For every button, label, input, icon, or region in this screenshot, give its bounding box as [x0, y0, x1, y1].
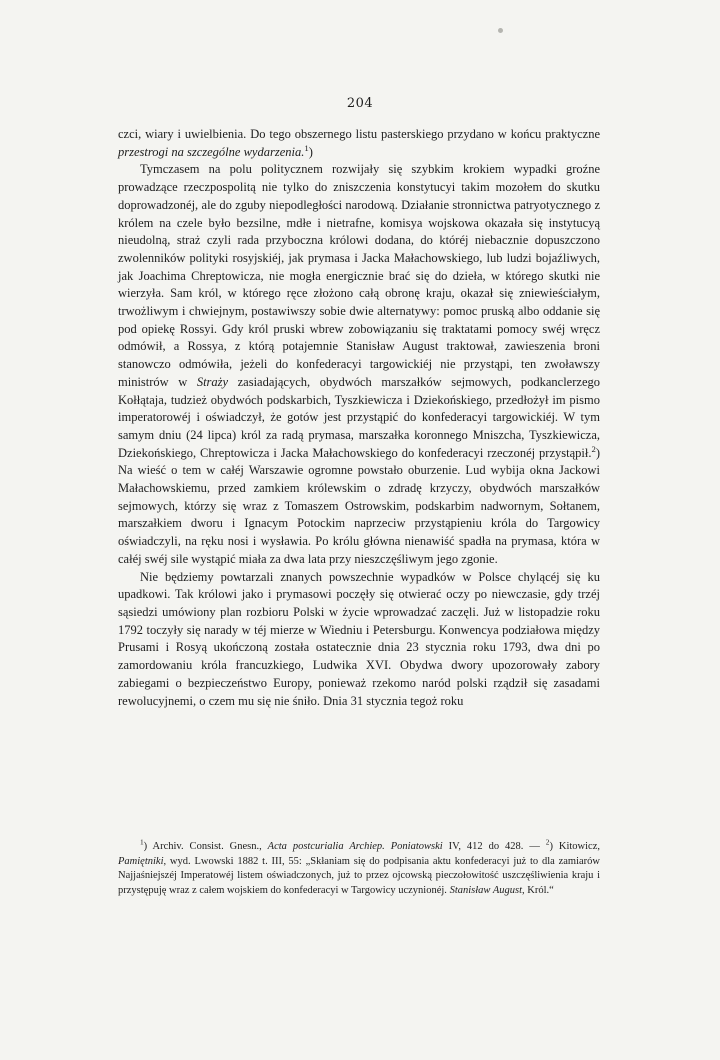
italic-text: Pamiętniki	[118, 855, 164, 867]
text-run: ) Archiv. Consist. Gnesn.,	[143, 841, 268, 852]
footnote-marker: 1	[304, 142, 309, 153]
paragraph	[118, 161, 600, 568]
italic-text: Acta postcurialia Archiep. Poniatowski	[267, 841, 443, 852]
text-run: )	[308, 144, 313, 159]
text-run: ) Kitowicz,	[549, 841, 600, 852]
text-run: zasiadających, obydwóch marszałków sejmowych, podkanclerzego Kołłątaja, tudzież obydwóch podskarbich, Tyszkiewicza i Dziekońskiego, przedłożył im pismo imperatorowéj i oświadczył, że gotów jest przystąpić do konfederacyi targowickiéj. W tym samym dniu (24 lipca) król za radą prymasa, marszałka koronnego Mniszcha, Tyszkiewicza, Dziekońskiego, Chreptowicza i Jacka Małachowskiego do konfederacyi rzeczonéj przystąpił.	[118, 374, 600, 460]
main-text	[118, 126, 600, 710]
footnote-marker: 2	[545, 837, 550, 847]
italic-text: Stanisław August	[449, 884, 523, 896]
page-number: 204	[346, 96, 374, 111]
italic-text: Straży	[196, 374, 229, 389]
footnote-marker: 2	[591, 443, 596, 454]
text-run: , Król.“	[522, 884, 554, 896]
text-run: IV, 412 do 428. —	[442, 841, 546, 852]
paragraph	[118, 126, 600, 161]
text-run: ) Na wieść o tem w całéj Warszawie ogromne powstało oburzenie. Lud wybija okna Jackowi Małachowskiemu, przed zamkiem królewskim o zdradę krzyczy, obydwóch marszałków sejmowych, którzy się wraz z Tomaszem Ostrowskim, podskarbim nadwornym, Sołtanem, marszałkiem dworu i Ignacym Potockim naprzeciw przystąpieniu króla do Targowicy oświadczyli, na ręku nosi i wysławia. Po królu główna nienawiść spadła na prymasa, która w całéj swéj sile wystąpić miała za dwa lata przy nieszczęśliwym jego zgonie.	[118, 445, 600, 566]
paragraph	[118, 569, 600, 711]
text-run: , wyd. Lwowski 1882 t. III, 55: „Skłaniam się do podpisania aktu konfederacyi już to dla zamiarów Najjaśniejszéj Imperatowéj listem oświadczonych, już to przez ojcowską pieczołowitość uszczęśliwienia kraju i przystępuję wraz z całem wojskiem do konfederacyi w Targowicy uczynionéj.	[118, 855, 600, 896]
italic-text: przestrogi na szczególne wydarzenia.	[118, 144, 305, 159]
ink-smudge	[498, 28, 503, 33]
footnote	[118, 837, 600, 898]
text-run: czci, wiary i uwielbienia. Do tego obszernego listu pasterskiego przydano w końcu praktyczne	[118, 127, 600, 141]
text-run: Tymczasem na polu politycznem rozwijały się szybkim krokiem wypadki groźne prowadzące rzeczpospolitą nie tylko do zniszczenia konstytucyi takim mozołem do skutku doprowadzonéj, ale do zguby niepodległości narodową. Działanie stronnictwa patryotycznego z królem na czele było bezsilne, mdłe i nietrafne, komisya wojskowa okazała się instytucyą nieudolną, straż czyli rada przyboczna królowi dodana, do któréj niebacznie dopuszczono zwolenników polityki rosyjskiéj, jak prymasa i Jacka Małachowskiego, lub ludzi bojaźliwych, jak Joachima Chreptowicza, nie mogła energicznie brać się do dzieła, w którego skutki nie wierzyła. Sam król, w którego ręce złożono całą obronę kraju, okazał się zniewieściałym, trwożliwym i chwiejnym, postawiwszy sobie dwie alternatywy: pomoc pruską albo oddanie się pod opiekę Rossyi. Gdy król pruski wbrew zobowiązaniu się traktatami pomocy swéj wręcz odmówił, a Rossya, z którą potajemnie Stanisław August traktował, zawieszenia broni stanowczo odmówiła, jeżeli do konfederacyi targowickiéj nie przystąpi, ten zwoławszy ministrów w	[118, 162, 600, 389]
footnote-marker: 1	[140, 837, 144, 847]
text-run: Nie będziemy powtarzali znanych powszechnie wypadków w Polsce chylącéj się ku upadkowi. Tak królowi jako i prymasowi poczęły się otwierać oczy po niewczasie, gdy trzéj sąsiedzi umówiony plan rozbioru Polski w życie wprowadzać zaczęli. Już w listopadzie roku 1792 toczyły się narady w téj mierze w Wiedniu i Petersburgu. Konwencya podziałowa między Prusami i Rosyą ukończoną została ostatecznie dnia 23 stycznia roku 1793, dwa dni po zamordowaniu króla francuzkiego, Ludwika XVI. Obydwa dwory upozorowały zabory zabiegami o bezpieczeństwo Europy, ponieważ rzekomo naród polski rządził się zasadami rewolucyjnemi, o czem mu się nie śniło. Dnia 31 stycznia tegoż roku	[118, 569, 600, 708]
footnotes	[118, 837, 600, 898]
